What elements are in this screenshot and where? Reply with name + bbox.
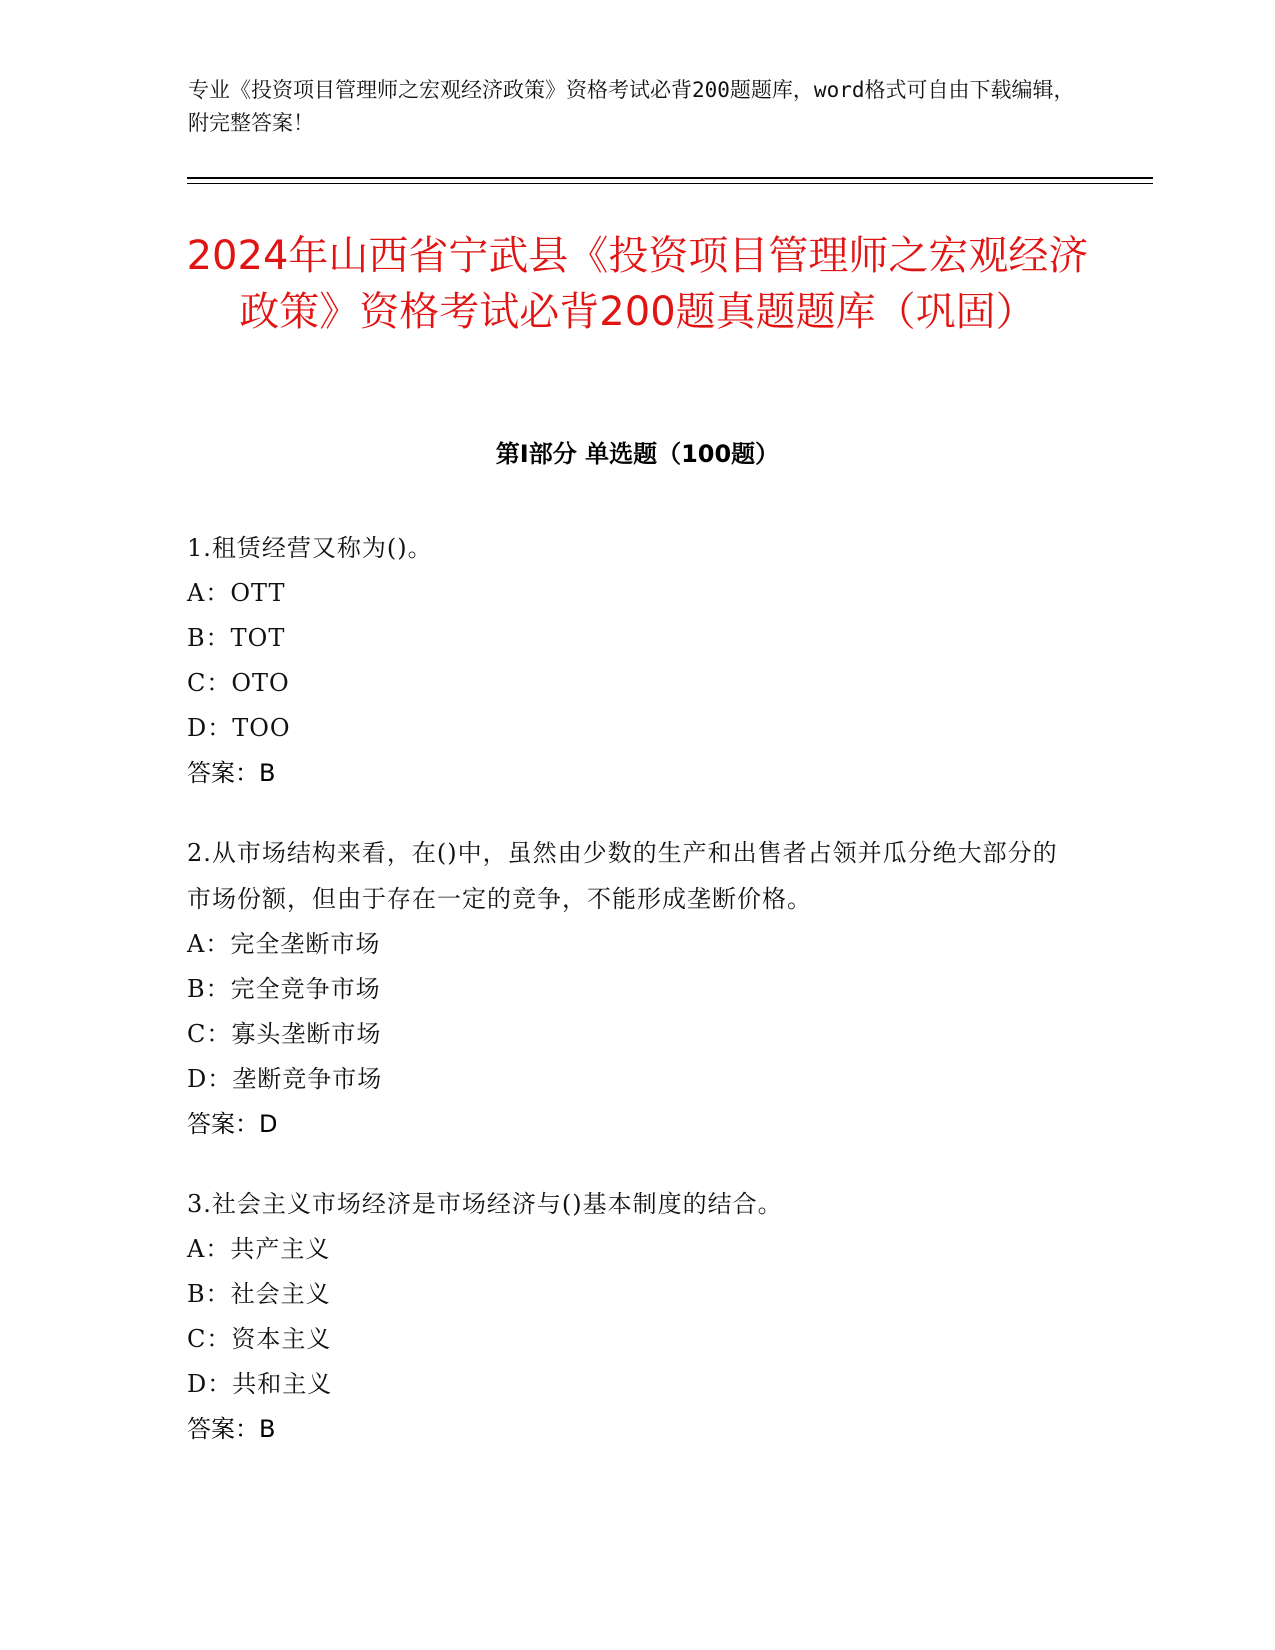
option-b: B：TOT bbox=[187, 624, 286, 652]
option-c: C：寡头垄断市场 bbox=[187, 1020, 382, 1048]
answer: 答案：D bbox=[187, 1110, 278, 1138]
option-c: C：OTO bbox=[187, 669, 290, 697]
option-b: B：完全竞争市场 bbox=[187, 975, 381, 1003]
question-stem: 2.从市场结构来看，在()中，虽然由少数的生产和出售者占领并瓜分绝大部分的市场份额，但由于存在一定的竞争，不能形成垄断价格。 bbox=[187, 839, 1058, 913]
question-3 bbox=[187, 1181, 1067, 1452]
option-d: D：垄断竞争市场 bbox=[187, 1065, 383, 1093]
option-b: B：社会主义 bbox=[187, 1280, 331, 1308]
option-d: D：共和主义 bbox=[187, 1370, 333, 1398]
document-title: 2024年山西省宁武县《投资项目管理师之宏观经济政策》资格考试必背200题真题题库（巩固） bbox=[186, 233, 1089, 335]
header-rule-thin bbox=[187, 183, 1153, 184]
header-note: 专业《投资项目管理师之宏观经济政策》资格考试必背200题题库，word格式可自由下载编辑，附完整答案！ bbox=[188, 78, 1075, 135]
option-d: D：TOO bbox=[187, 714, 291, 742]
question-1 bbox=[187, 525, 1067, 796]
question-stem: 3.社会主义市场经济是市场经济与()基本制度的结合。 bbox=[187, 1190, 783, 1218]
header-rule-thick bbox=[187, 177, 1153, 179]
question-stem: 1.租赁经营又称为()。 bbox=[187, 534, 433, 562]
option-a: A：完全垄断市场 bbox=[187, 930, 381, 958]
question-2 bbox=[187, 830, 1067, 1147]
question-list bbox=[187, 525, 1067, 1486]
option-c: C：资本主义 bbox=[187, 1325, 332, 1353]
section-title: 第Ⅰ部分 单选题（100题） bbox=[495, 440, 780, 468]
option-a: A：OTT bbox=[187, 579, 286, 607]
answer: 答案：B bbox=[187, 1415, 276, 1443]
answer: 答案：B bbox=[187, 759, 276, 787]
option-a: A：共产主义 bbox=[187, 1235, 331, 1263]
